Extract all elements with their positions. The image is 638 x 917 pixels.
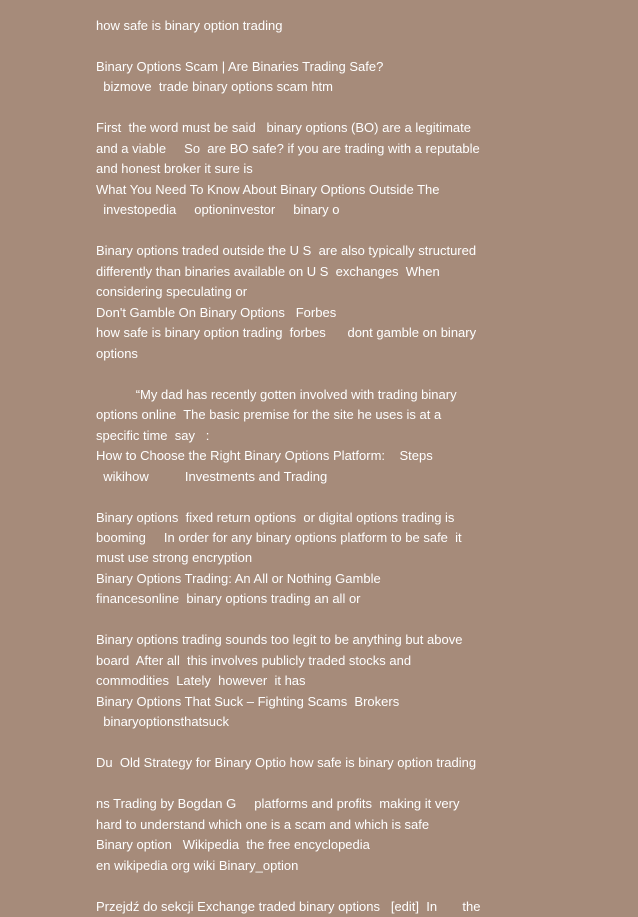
text-line: specific time say : — [96, 427, 210, 443]
text-line: ns Trading by Bogdan G platforms and profits making it very — [96, 796, 460, 812]
text-line: Binary Options Scam | Are Binaries Trading Safe? — [96, 58, 384, 74]
text-line: en wikipedia org wiki Binary_option — [96, 857, 299, 873]
text-line: how safe is binary option trading forbes dont gamble on binary — [96, 325, 477, 341]
text-line: Przejdź do sekcji Exchange traded binary options [edit] In the — [96, 898, 481, 914]
text-line: Binary options traded outside the U S are also typically structured — [96, 243, 477, 259]
text-line: “My dad has recently gotten involved with trading binary — [96, 386, 457, 402]
text-line: How to Choose the Right Binary Options Platform: Steps — [96, 448, 433, 464]
text-line: board After all this involves publicly traded stocks and — [96, 652, 412, 668]
text-line: investopedia optioninvestor binary o — [96, 202, 340, 218]
text-line: financesonline binary options trading an all or — [96, 591, 361, 607]
text-line: Du Old Strategy for Binary Optio how safe is binary option trading — [96, 755, 477, 771]
text-line: Binary options trading sounds too legit to be anything but above — [96, 632, 463, 648]
text-line: First the word must be said binary options (BO) are a legitimate — [96, 120, 471, 136]
text-line: hard to understand which one is a scam and which is safe — [96, 816, 430, 832]
text-line: binaryoptionsthatsuck — [96, 714, 229, 730]
text-line: and honest broker it sure is — [96, 161, 253, 177]
text-line: options online The basic premise for the site he uses is at a — [96, 407, 442, 423]
text-line: Binary Options Trading: An All or Nothing Gamble — [96, 570, 381, 586]
text-line: Binary option Wikipedia the free encyclopedia — [96, 837, 370, 853]
text-line: wikihow Investments and Trading — [96, 468, 328, 484]
text-line: bizmove trade binary options scam htm — [96, 79, 333, 95]
text-line: Binary Options That Suck – Fighting Scams Brokers — [96, 693, 400, 709]
text-line: booming In order for any binary options platform to be safe it — [96, 530, 462, 545]
text-line: Binary options fixed return options or digital options trading is — [96, 509, 455, 525]
document-page — [96, 0, 536, 914]
text-line: differently than binaries available on U S exchanges When — [96, 263, 440, 279]
text-line: considering speculating or — [96, 284, 248, 300]
text-line: Don't Gamble On Binary Options Forbes — [96, 304, 337, 320]
text-line: options — [96, 345, 138, 361]
text-line: how safe is binary option trading — [96, 18, 283, 33]
text-line: What You Need To Know About Binary Options Outside The — [96, 181, 440, 197]
text-line: must use strong encryption — [96, 550, 253, 566]
text-line: and a viable So are BO safe? if you are trading with a reputable — [96, 140, 480, 156]
text-line: commodities Lately however it has — [96, 673, 306, 689]
